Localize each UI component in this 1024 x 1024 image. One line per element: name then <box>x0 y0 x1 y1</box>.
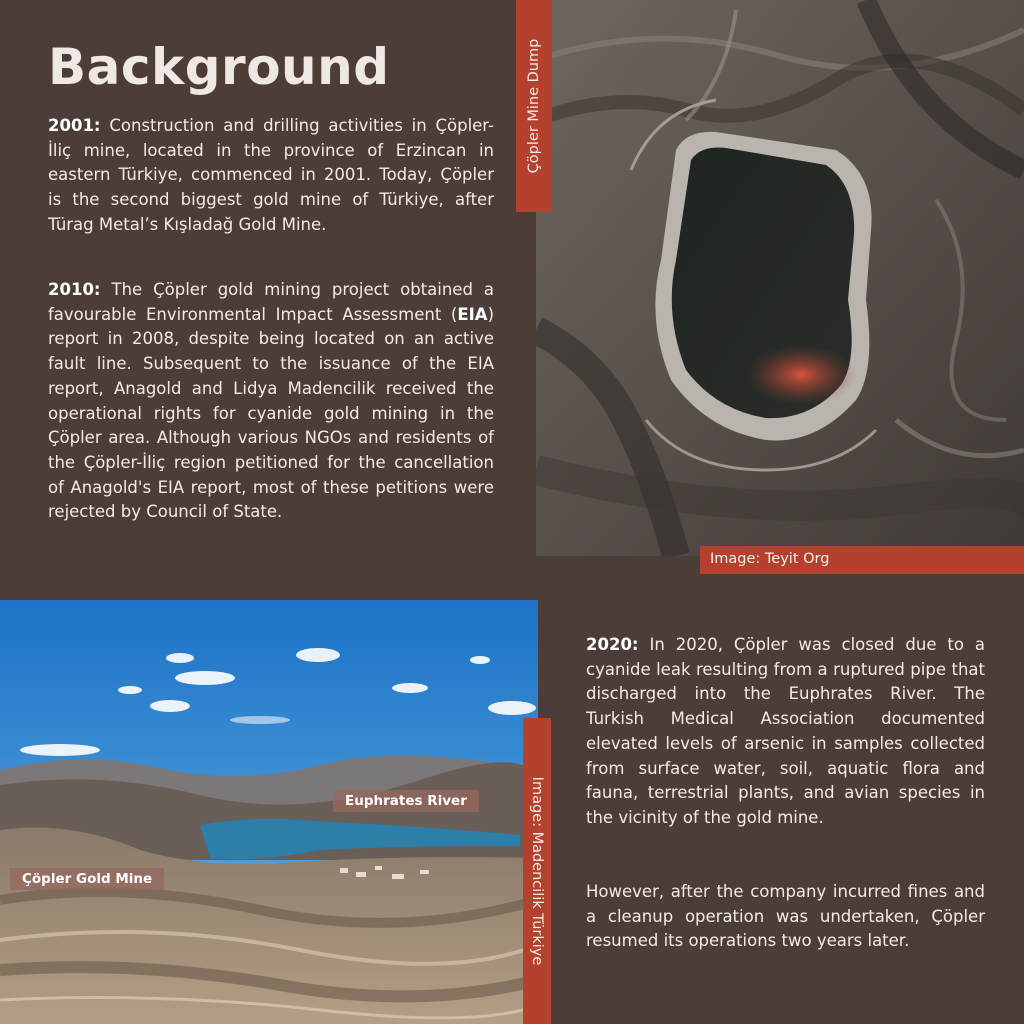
page-title: Background <box>48 38 390 96</box>
euphrates-landscape-photo <box>0 600 538 1024</box>
mine-dump-caption: Çöpler Mine Dump <box>526 38 542 174</box>
copler-gold-mine-label: Çöpler Gold Mine <box>10 868 164 890</box>
paragraph-2020 <box>586 633 985 831</box>
paragraph-however: However, after the company incurred fines and a cleanup operation was undertaken, Çöpler resumed its operations two years later. <box>586 882 985 951</box>
paragraph-2001 <box>48 114 494 238</box>
madencilik-credit-tab <box>523 718 551 1024</box>
euphrates-river-label: Euphrates River <box>333 790 479 812</box>
teyit-credit: Image: Teyit Org <box>710 551 830 567</box>
madencilik-credit: Image: Madencilik Türkiye <box>529 776 545 966</box>
paragraph-2010 <box>48 278 494 525</box>
text-2001: Construction and drilling activities in Çöpler-İliç mine, located in the province of Erzincan in eastern Türkiye, commenced in 2001. Today, Çöpler is the second biggest gold mine of Türkiye, after Türag Metal’s Kışladağ Gold Mine. <box>48 116 494 234</box>
eia-abbreviation: EIA <box>457 304 488 324</box>
text-2020: In 2020, Çöpler was closed due to a cyanide leak resulting from a ruptured pipe that discharged into the Euphrates River. The Turkish Medical Association documented elevated levels of arsenic in samples collected from surface water, soil, aquatic flora and fauna, terrestrial plants, and avian species in the vicinity of the gold mine. <box>586 635 985 827</box>
text-2010-after: ) report in 2008, despite being located on an active fault line. Subsequent to the issuance of the EIA report, Anagold and Lidya Madencilik received the operational rights for cyanide gold mining in the Çöpler area. Although various NGOs and residents of the Çöpler-İliç region petitioned for the cancellation of Anagold's EIA report, most of these petitions were rejected by Council of State. <box>48 304 494 522</box>
year-2001: 2001: <box>48 116 101 135</box>
teyit-credit-tab <box>700 546 1024 574</box>
mine-dump-aerial-photo <box>536 0 1024 556</box>
text-2010-before: The Çöpler gold mining project obtained a favourable Environmental Impact Assessment ( <box>48 280 494 324</box>
year-2020: 2020: <box>586 635 639 654</box>
year-2010: 2010: <box>48 280 101 299</box>
mine-dump-caption-tab <box>516 0 552 212</box>
